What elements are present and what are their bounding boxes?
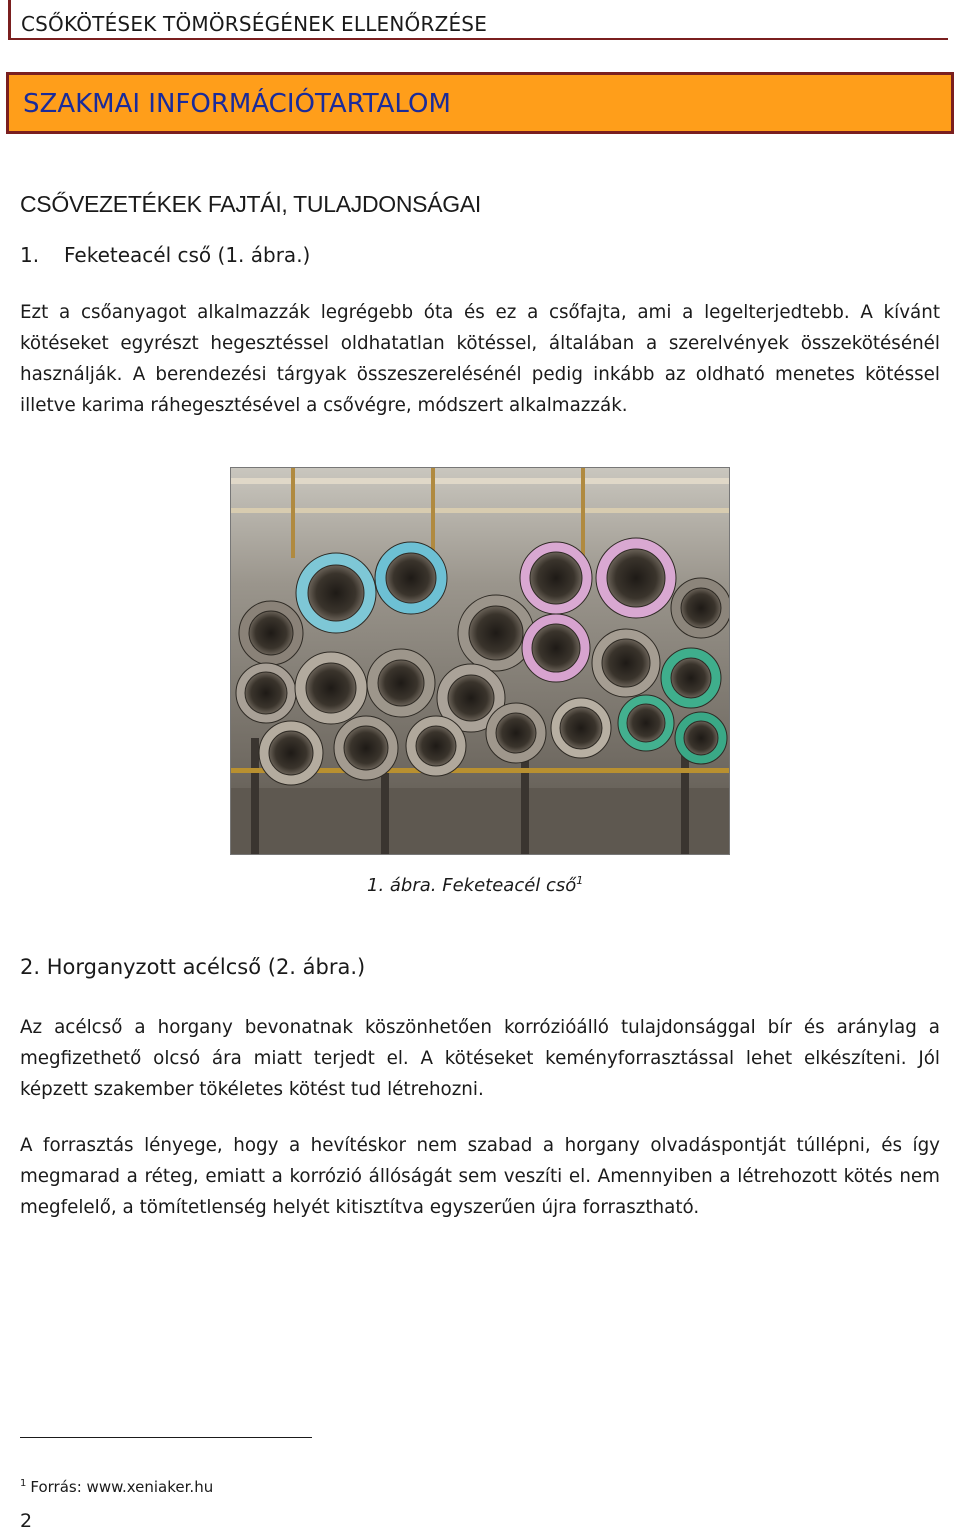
- item1-heading: [20, 243, 940, 267]
- footnote-marker: 1: [20, 1478, 27, 1489]
- figure1-footnote-ref: 1: [576, 874, 584, 887]
- running-header: [8, 0, 948, 40]
- page-number: 2: [20, 1510, 33, 1529]
- figure1-caption-text: 1. ábra. Feketeacél cső: [367, 875, 577, 896]
- item1-number: 1.: [20, 243, 40, 267]
- running-header-title: CSŐKÖTÉSEK TÖMÖRSÉGÉNEK ELLENŐRZÉSE: [21, 12, 488, 36]
- item1-title: Feketeacél cső (1. ábra.): [64, 243, 311, 267]
- steel-pipe-stack-photo: [230, 467, 730, 855]
- section-title: CSŐVEZETÉKEK FAJTÁI, TULAJDONSÁGAI: [20, 191, 481, 217]
- paragraph-2: Az acélcső a horgany bevonatnak köszönhetően korrózióálló tulajdonsággal bír és aránylag a megfizethető olcsó ára miatt terjedt el. A kötéseket keményforrasztással lehet elkészíteni. Jól képzett szakember tökéletes kötést tud létrehozni.: [20, 1017, 940, 1100]
- figure1-caption: [367, 874, 583, 896]
- footnote-text: Forrás: www.xeniaker.hu: [30, 1478, 214, 1496]
- footnote-divider: [20, 1437, 312, 1438]
- paragraph-3: A forrasztás lényege, hogy a hevítéskor nem szabad a horgany olvadáspontját túllépni, és így megmarad a réteg, emiatt a korrózió állóságát sem veszíti el. Amennyiben a létrehozott kötés nem megfelelő, a tömítetlenség helyét kitisztítva egyszerűen újra forrasztható.: [20, 1135, 940, 1218]
- section-banner-title: SZAKMAI INFORMÁCIÓTARTALOM: [23, 89, 451, 119]
- paragraph-1: Ezt a csőanyagot alkalmazzák legrégebb óta és ez a csőfajta, ami a legelterjedtebb. A kívánt kötéseket egyrészt hegesztéssel oldhatatlan kötéssel, általában a szerelvények összekötésénél használják. A berendezési tárgyak összeszerelésénél pedig inkább az oldható menetes kötéssel illetve karima ráhegesztésével a csővégre, módszert alkalmazzák.: [20, 302, 940, 416]
- section-banner: [6, 72, 954, 134]
- footnote: [20, 1478, 213, 1496]
- item2-heading: 2. Horganyzott acélcső (2. ábra.): [20, 955, 366, 979]
